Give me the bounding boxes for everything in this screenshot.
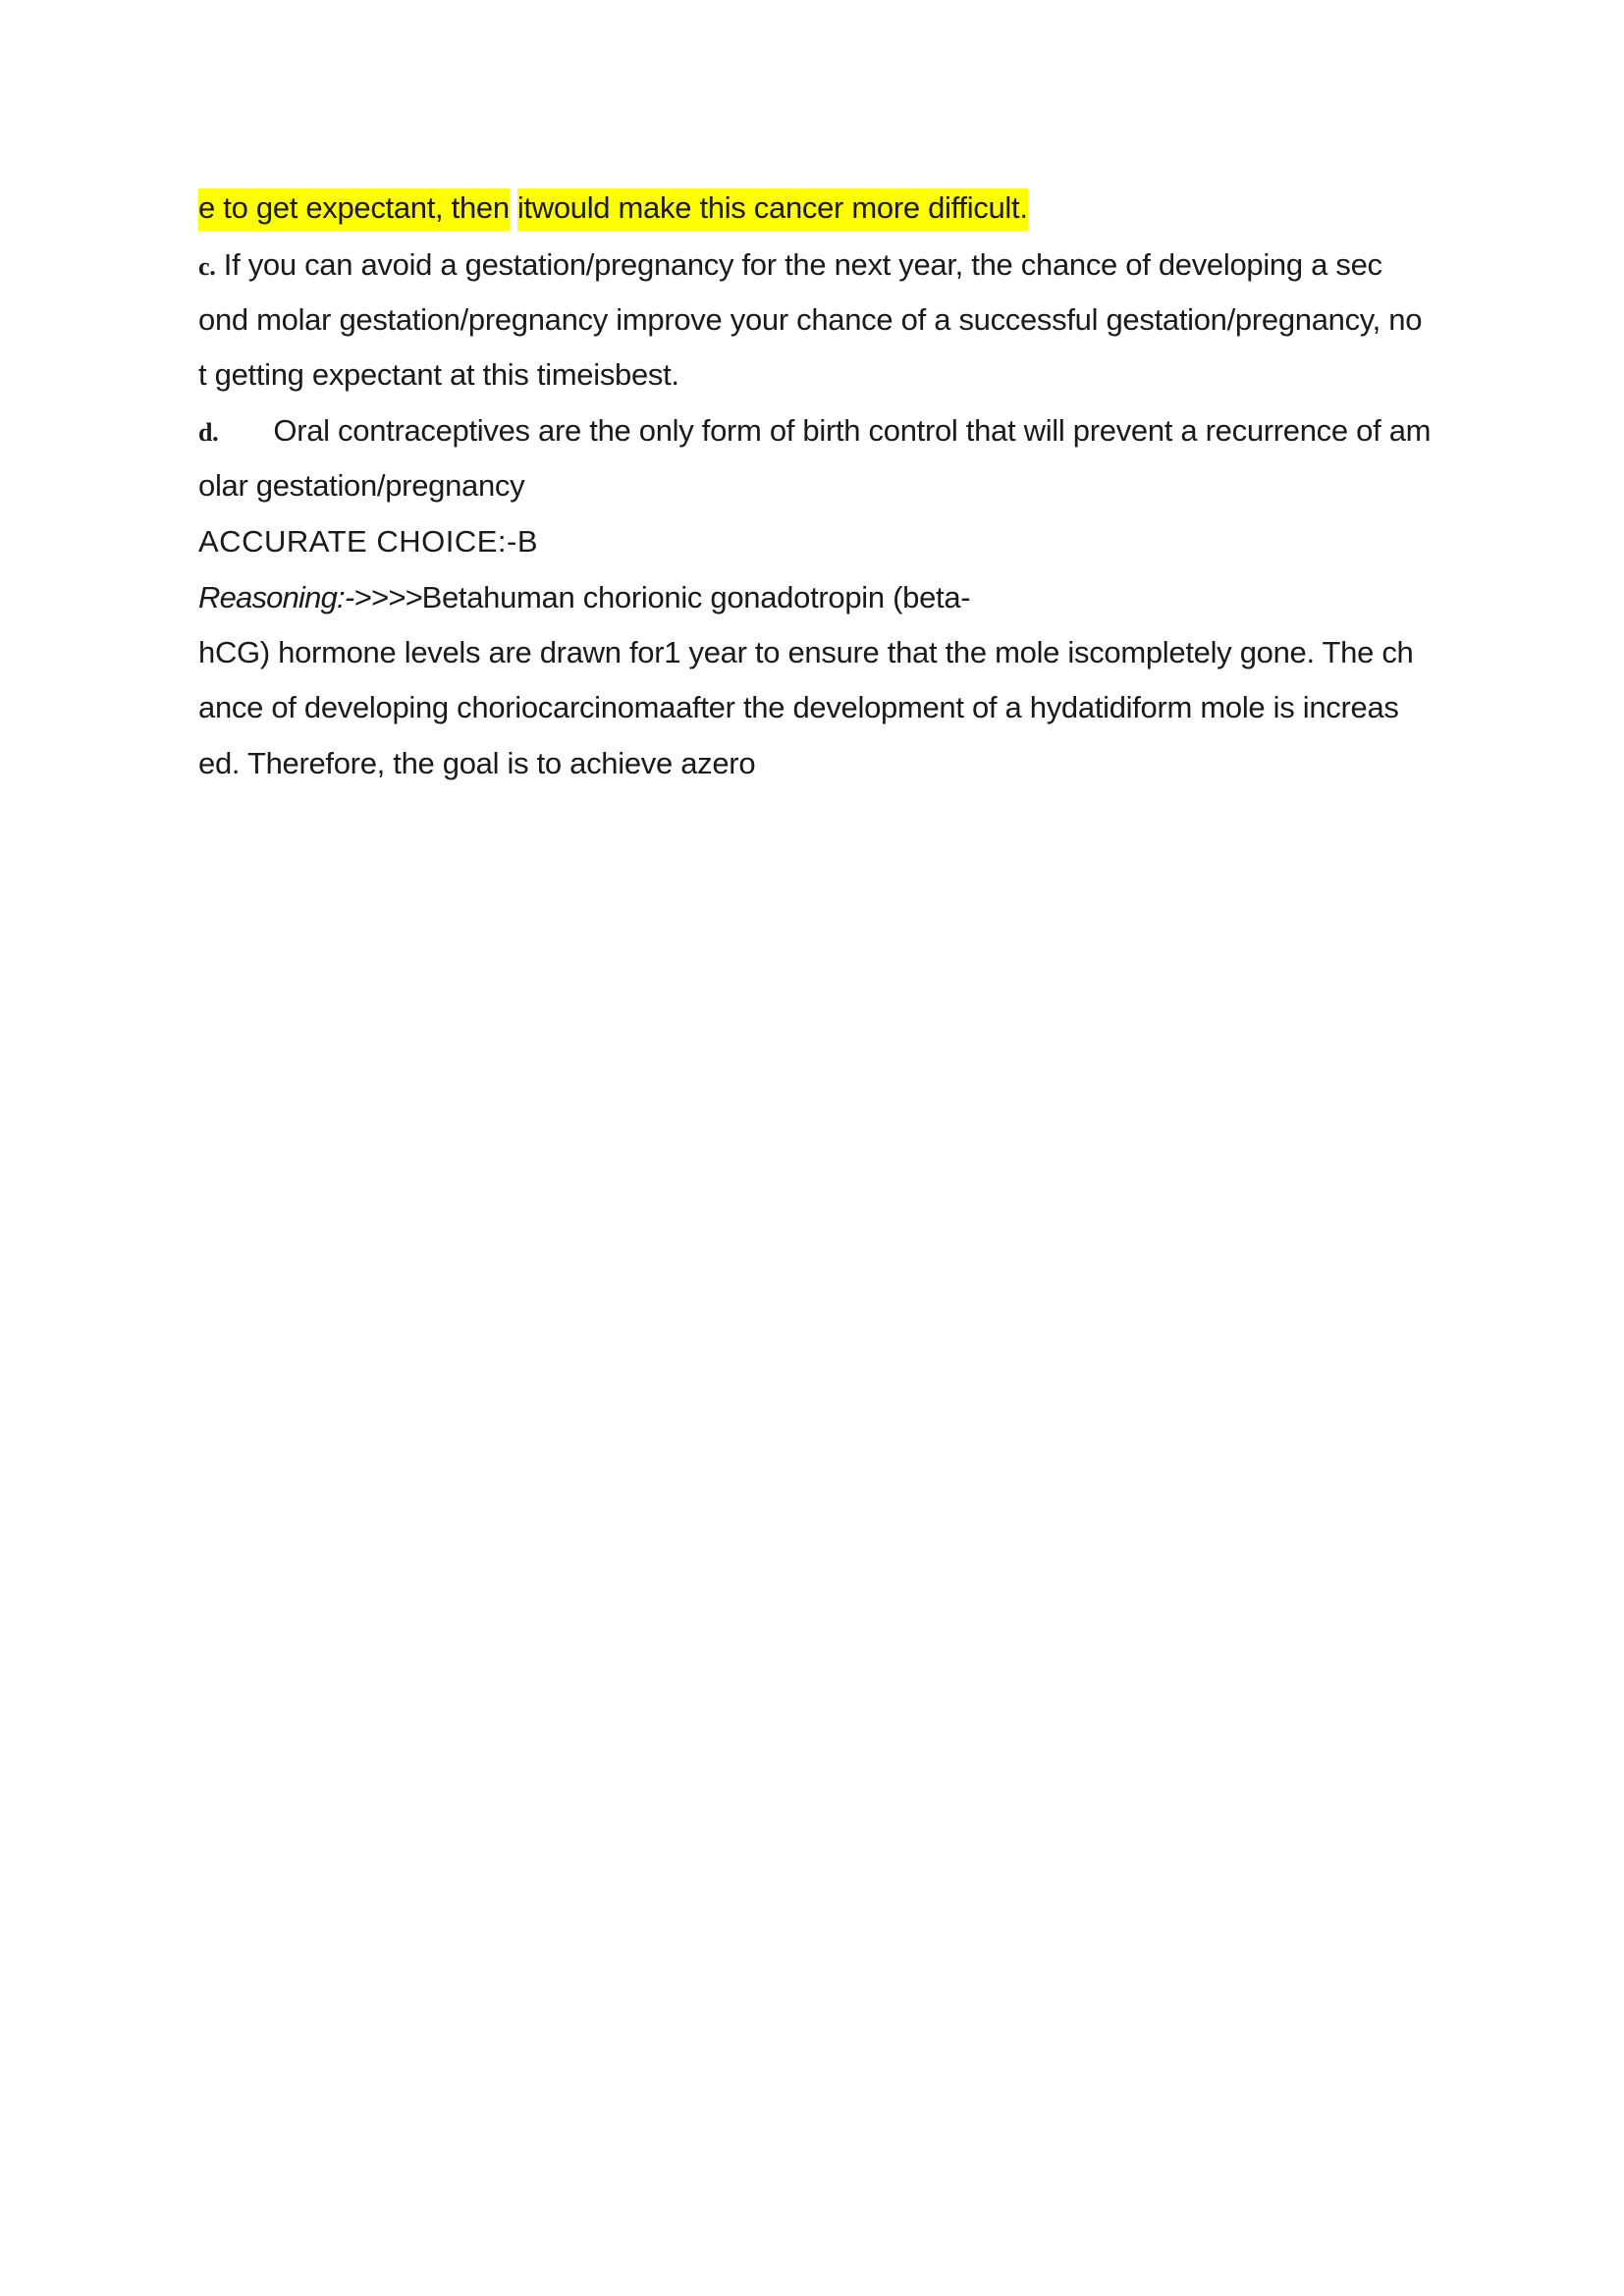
answer-line: [198, 522, 538, 561]
reasoning-text-2: hCG) hormone levels are drawn for1 year to ensure that the mole iscompletely gone. The ch: [198, 635, 1414, 669]
option-c-letter: c.: [198, 252, 216, 281]
reasoning-text-4: ed. Therefore, the goal is to achieve azero: [198, 746, 756, 780]
option-c-text-3: t getting expectant at this timeisbest.: [198, 357, 679, 392]
highlight-segment-2: itwould make this cancer more difficult.: [517, 188, 1028, 231]
reasoning-text-1: Betahuman chorionic gonadotropin (beta-: [421, 580, 971, 614]
reasoning-line-1: [198, 578, 970, 617]
reasoning-line-2: [198, 633, 1414, 672]
option-d-letter: d.: [198, 418, 219, 447]
highlight-segment-1: e to get expectant, then: [198, 188, 510, 231]
option-d-text-2: olar gestation/pregnancy: [198, 468, 525, 503]
option-d-line-1: [198, 411, 1431, 453]
reasoning-line-4: [198, 744, 755, 783]
option-c-line-1: [198, 245, 1382, 287]
reasoning-line-3: [198, 688, 1399, 727]
answer-text: ACCURATE CHOICE:-B: [198, 524, 539, 559]
option-d-line-2: [198, 466, 524, 506]
reasoning-text-3: ance of developing choriocarcinomaafter the development of a hydatidiform mole is increas: [198, 690, 1399, 724]
option-d-text-1: Oral contraceptives are the only form of birth control that will prevent a recurrence of am: [273, 413, 1432, 448]
option-c-line-2: [198, 300, 1422, 340]
option-c-line-3: [198, 355, 679, 395]
option-c-text-1: If you can avoid a gestation/pregnancy for the next year, the chance of developing a sec: [215, 247, 1382, 282]
reasoning-label: Reasoning:->>>>: [198, 580, 422, 614]
option-c-text-2: ond molar gestation/pregnancy improve your chance of a successful gestation/pregnancy, no: [198, 302, 1423, 337]
highlighted-line: [198, 188, 1028, 228]
